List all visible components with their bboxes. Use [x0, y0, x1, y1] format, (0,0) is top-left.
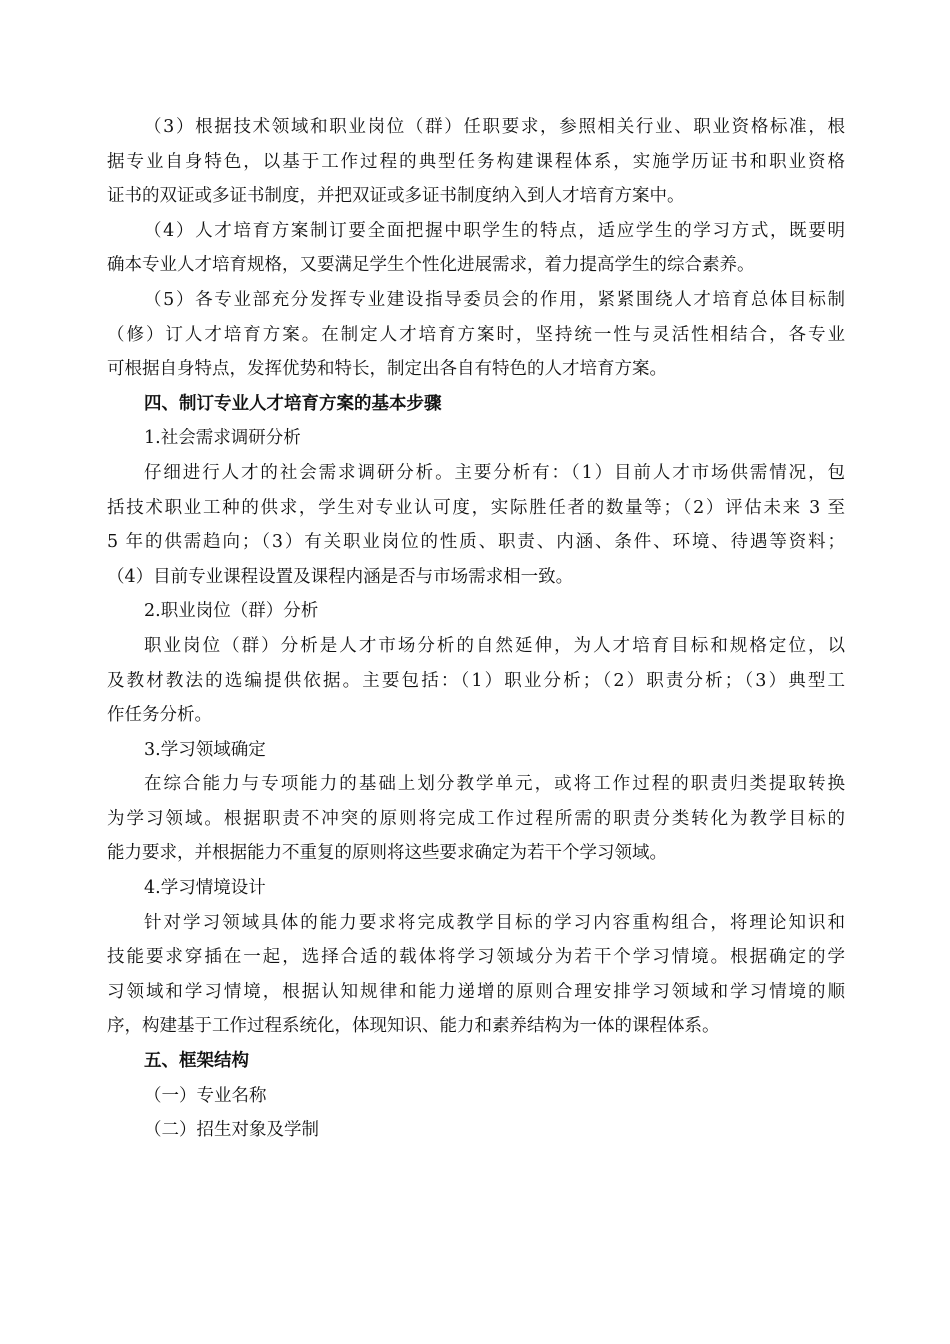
document-body	[107, 110, 845, 1148]
paragraph	[107, 906, 845, 1044]
paragraph	[107, 110, 845, 214]
subsection-title: 1.社会需求调研分析	[144, 428, 301, 449]
paragraph	[107, 456, 845, 594]
paragraph-line: 针对学习领域具体的能力要求将完成教学目标的学习内容重构组合，将理论知识和	[144, 912, 845, 933]
subsection-title: （一）专业名称	[144, 1085, 267, 1106]
paragraph-line: （修）订人才培育方案。在制定人才培育方案时，坚持统一性与灵活性相结合，各专业	[107, 324, 845, 345]
paragraph-line: 职业岗位（群）分析是人才市场分析的自然延伸，为人才培育目标和规格定位，以	[144, 635, 845, 656]
paragraph-line: 为学习领域。根据职责不冲突的原则将完成工作过程所需的职责分类转化为教学目标的	[107, 808, 845, 829]
paragraph-line: 括技术职业工种的供求，学生对专业认可度，实际胜任者的数量等；（2）评估未来 3 至	[107, 497, 845, 518]
paragraph	[107, 767, 845, 871]
paragraph-line: 5 年的供需趋向；（3）有关职业岗位的性质、职责、内涵、条件、环境、待遇等资料；	[107, 532, 845, 553]
paragraph-line: 在综合能力与专项能力的基础上划分教学单元，或将工作过程的职责归类提取转换	[144, 774, 845, 795]
paragraph-line: （4）人才培育方案制订要全面把握中职学生的特点，适应学生的学习方式，既要明	[144, 220, 845, 241]
paragraph	[107, 214, 845, 283]
subsection-title: 4.学习情境设计	[144, 878, 266, 899]
subsection-title: 2.职业岗位（群）分析	[144, 601, 319, 622]
paragraph-line: 作任务分析。	[107, 705, 212, 726]
paragraph-line: 可根据自身特点，发挥优势和特长，制定出各自有特色的人才培育方案。	[107, 359, 667, 380]
paragraph-line: 证书的双证或多证书制度，并把双证或多证书制度纳入到人才培育方案中。	[107, 186, 685, 207]
paragraph-line: 据专业自身特色，以基于工作过程的典型任务构建课程体系，实施学历证书和职业资格	[107, 151, 845, 172]
section-heading: 五、框架结构	[144, 1051, 249, 1072]
paragraph	[107, 629, 845, 733]
paragraph-line: 及教材教法的选编提供依据。主要包括：（1）职业分析；（2）职责分析；（3）典型工	[107, 670, 845, 691]
paragraph-line: 能力要求，并根据能力不重复的原则将这些要求确定为若干个学习领域。	[107, 843, 667, 864]
subsection-title: （二）招生对象及学制	[144, 1120, 319, 1141]
subsection-title: 3.学习领域确定	[144, 739, 266, 760]
paragraph-line: （4）目前专业课程设置及课程内涵是否与市场需求相一致。	[107, 566, 574, 587]
paragraph-line: 仔细进行人才的社会需求调研分析。主要分析有：（1）目前人才市场供需情况，包	[144, 462, 845, 483]
paragraph-line: 确本专业人才培育规格，又要满足学生个性化进展需求，着力提高学生的综合素养。	[107, 255, 755, 276]
paragraph-line: 习领域和学习情境，根据认知规律和能力递增的原则合理安排学习领域和学习情境的顺	[107, 981, 845, 1002]
paragraph-line: 序，构建基于工作过程系统化，体现知识、能力和素养结构为一体的课程体系。	[107, 1016, 720, 1037]
section-heading: 四、制订专业人才培育方案的基本步骤	[144, 393, 442, 414]
paragraph-line: 技能要求穿插在一起，选择合适的载体将学习领域分为若干个学习情境。根据确定的学	[107, 947, 845, 968]
paragraph-line: （3）根据技术领域和职业岗位（群）任职要求，参照相关行业、职业资格标准，根	[144, 117, 845, 137]
paragraph	[107, 283, 845, 387]
paragraph-line: （5）各专业部充分发挥专业建设指导委员会的作用，紧紧围绕人才培育总体目标制	[144, 289, 845, 310]
